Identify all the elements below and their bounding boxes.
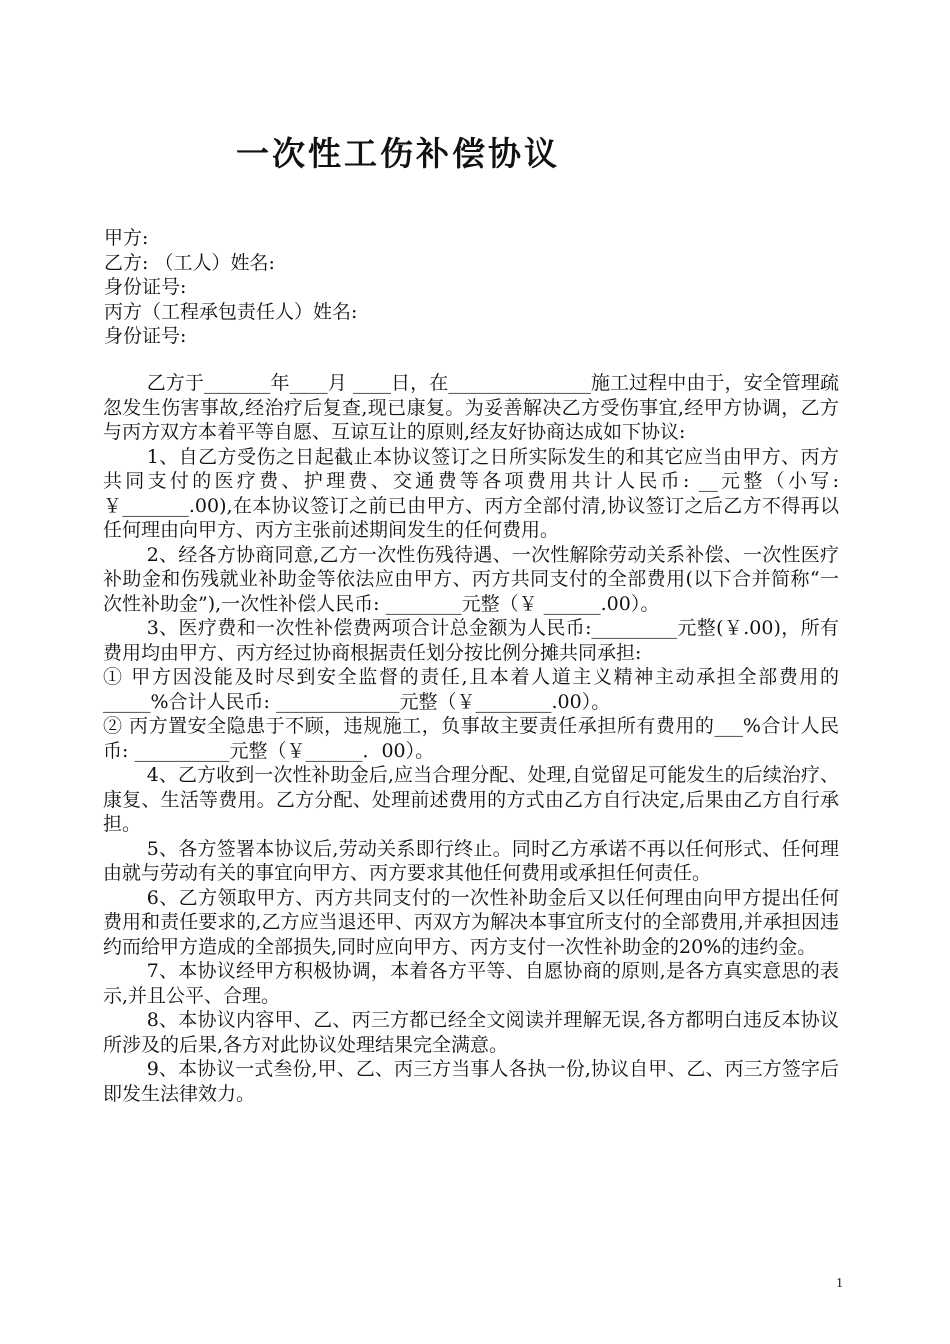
clause-7: 7、本协议经甲方积极协调，本着各方平等、自愿协商的原则,是各方真实意思的表示,并且公平、合理。 [103, 960, 839, 1007]
clause-5: 5、各方签署本协议后,劳动关系即行终止。同时乙方承诺不再以任何形式、任何理由就与劳动有关的事宜向甲方、丙方要求其他任何费用或承担任何责任。 [103, 837, 839, 884]
party-b-id-line: 身份证号: [104, 276, 187, 298]
clause-6: 6、乙方领取甲方、丙方共同支付的一次性补助金后又以任何理由向甲方提出任何费用和责任要求的,乙方应当退还甲、丙双方为解决本事宜所支付的全部费用,并承担因违约而给甲方造成的全部损失,同时应向甲方、丙方支付一次性补助金的20%的违约金。 [103, 886, 839, 958]
clause-2: 2、经各方协商同意,乙方一次性伤残待遇、一次性解除劳动关系补偿、一次性医疗补助金和伤残就业补助金等依法应由甲方、丙方共同支付的全部费用(以下合并简称“一次性补助金”),一次性补偿人民币: ________元整（￥ ______.00）。 [103, 543, 839, 615]
party-b-line: 乙方: （工人）姓名: [104, 251, 275, 274]
clause-3: 3、医疗费和一次性补偿费两项合计总金额为人民币:_________元整(￥.00)，所有费用均由甲方、丙方经过协商根据责任划分按比例分摊共同承担: [103, 617, 839, 664]
clause-3-item-2: ② 丙方置安全隐患于不顾，违规施工，负事故主要责任承担所有费用的___%合计人民币: __________元整（￥______．00）。 [103, 715, 839, 762]
clause-9: 9、本协议一式叁份,甲、乙、丙三方当事人各执一份,协议自甲、乙、丙三方签字后即发生法律效力。 [103, 1058, 839, 1105]
document-title: 一次性工伤补偿协议 [236, 134, 560, 173]
clause-8: 8、本协议内容甲、乙、丙三方都已经全文阅读并理解无误,各方都明白违反本协议所涉及的后果,各方对此协议处理结果完全满意。 [103, 1009, 839, 1056]
page-number: 1 [836, 1276, 843, 1291]
clause-4: 4、乙方收到一次性补助金后,应当合理分配、处理,自觉留足可能发生的后续治疗、康复、生活等费用。乙方分配、处理前述费用的方式由乙方自行决定,后果由乙方自行承担。 [103, 764, 839, 835]
parties-block [104, 226, 357, 349]
clause-1: 1、自乙方受伤之日起截止本协议签订之日所实际发生的和其它应当由甲方、丙方共同支付的医疗费、护理费、交通费等各项费用共计人民币: __元整（小写: ￥_______.00),在本协议签订之前已由甲方、丙方全部付清,协议签订之后乙方不得再以任何理由向甲方、丙方主张前述期间发生的任何费用。 [103, 445, 839, 541]
party-c-id-line: 身份证号: [104, 325, 187, 347]
intro-paragraph: 乙方于_______年____月 ____日，在_______________施工过程中由于，安全管理疏忽发生伤害事故,经治疗后复查,现已康复。为妥善解决乙方受伤事宜,经甲方协调，乙方与丙方双方本着平等自愿、互谅互让的原则,经友好协商达成如下协议: [103, 372, 839, 443]
party-c-line: 丙方（工程承包责任人）姓名: [104, 300, 358, 323]
clause-3-item-1: ① 甲方因没能及时尽到安全监督的责任,且本着人道主义精神主动承担全部费用的_____%合计人民币: _____________元整（￥________.00）。 [103, 666, 839, 713]
agreement-body [103, 371, 839, 1106]
party-a-line: 甲方: [104, 227, 149, 249]
